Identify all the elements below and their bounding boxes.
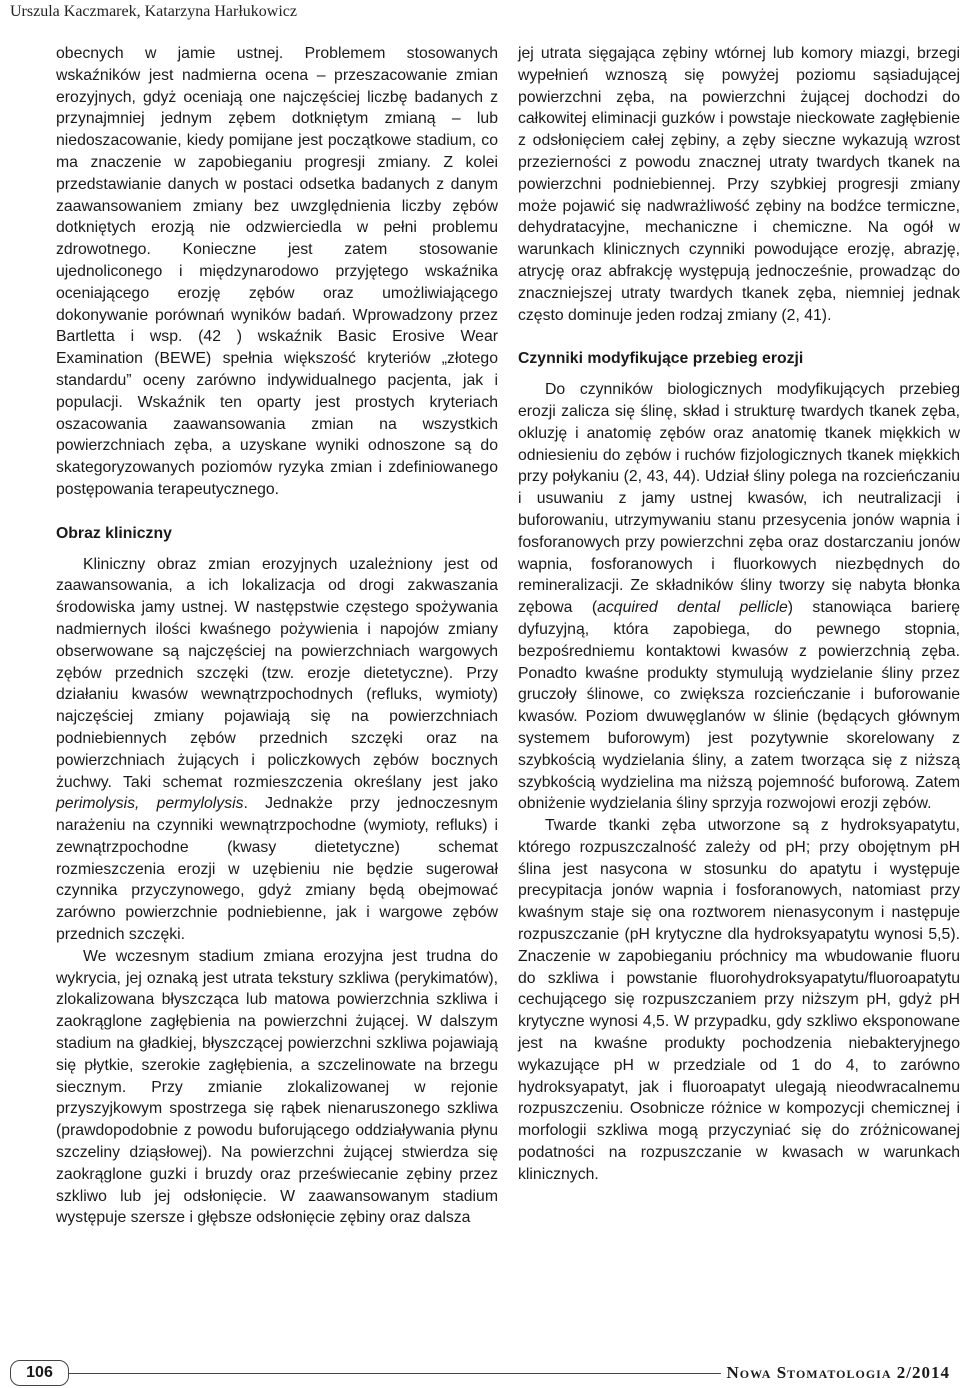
paragraph: Twarde tkanki zęba utworzone są z hydroksyapatytu, którego rozpuszczalność zależy od pH; przy obojętnym pH ślina jest nasycona w stosunku do apatytu i występuje precypitacja jonów wapnia i fosforanowych, natomiast przy kwaśnym staje się ona roztworem nienasyconym i następuje rozpuszczanie (pH krytyczne dla hydroksyapatytu wynosi 5,5). Znaczenie w zapobieganiu próchnicy ma wbudowanie fluoru do szkliwa i powstanie fluorohydroksyapatytu/fluoroapatytu cechującego się rozpuszczaniem przy niższym pH, gdyż pH krytyczne wynosi 4,5. W przypadku, gdy szkliwo eksponowane jest na kwaśne produkty pochodzenia niebakteryjnego wykazujące pH w przedziale od 1 do 4, to zarówno hydroksyapatyt, jak i fluoroapatyt ulegają nieodwracalnemu rozpuszczeniu. Osobnicze różnice w kompozycji chemicznej i morfologii szkliwa mogą przyczyniać się do zróżnicowanej podatności na rozpuszczanie w kwasach w warunkach klinicznych. [518, 817, 960, 1183]
section-heading-modifying-factors: Czynniki modyfikujące przebieg erozji [518, 350, 804, 368]
right-column [518, 43, 960, 1186]
paragraph: jej utrata sięgająca zębiny wtórnej lub komory miazgi, brzegi wypełnień wznoszą się powyżej poziomu sąsiadującej powierzchni zęba, na powierzchni żującej dochodzi do całkowitej eliminacji guzków i powstaje nieckowate zagłębienie z odsłonięciem całej zębiny, a zęby sieczne wykazują wzrost przezierności z powodu znacznej utraty twardych tkanek na powierzchni podniebiennej. Przy szybkiej progresji zmiany może pojawić się nadwrażliwość zębiny na bodźce termiczne, dehydratacyjne, mechaniczne i chemiczne. Na ogół w warunkach klinicznych czynniki powodujące erozję, abrazję, atrycję oraz abfrakcję występują jednocześnie, prowadząc do znaczniejszej utraty twardych tkanek zęba, niemniej jednak często dominuje jeden rodzaj zmiany (2, 41). [518, 45, 960, 324]
paragraph: Do czynników biologicznych modyfikujących przebieg erozji zalicza się ślinę, skład i strukturę twardych tkanek zęba, okluzję i anatomię zębów oraz anatomię tkanek miękkich w odniesieniu do zębów i ruchów fizjologicznych tkanek miękkich przy połykaniu (2, 43, 44). Udział śliny polega na rozcieńczaniu i usuwaniu z jamy ustnej kwasów, ich neutralizacji i buforowaniu, utrzymywaniu stanu przesycenia jonów wapnia i fosforanowych przy powierzchni zęba oraz dostarczaniu jonów wapnia, fosforanowych i fluorkowych niezbędnych do remineralizacji. Ze składników śliny tworzy się nabyta błonka zębowa (acquired dental pellicle) stanowiąca barierę dyfuzyjną, która zapobiega, do pewnego stopnia, bezpośredniemu kontaktowi kwasów z powierzchnią zęba. Ponadto kwaśne produkty stymulują wydzielanie śliny przez gruczoły ślinowe, co zwiększa rozcieńczanie i buforowanie kwasów. Poziom dwuwęglanów w ślinie (będących głównym systemem buforowym) jest pozytywnie skorelowany z szybkością wydzielania śliny, a zatem tworząca się z niższą szybkością wydzielina ma niższą pojemność buforową. Zatem obniżenie wydzielania śliny sprzyja rozwojowi erozji zębów. [518, 381, 960, 813]
journal-name: Nowa Stomatologia 2/2014 [721, 1361, 950, 1385]
page-number: 106 [10, 1360, 69, 1386]
left-column [56, 43, 498, 1229]
paragraph: Kliniczny obraz zmian erozyjnych uzależniony jest od zaawansowania, a ich lokalizacja od drogi zakwaszania środowiska jamy ustnej. W następstwie częstego spożywania nadmiernych ilości kwaśnego pożywienia i napojów zmiany obserwowane są najczęściej na powierzchniach wargowych zębów przednich szczęki (tzw. erozje dietetyczne). Przy działaniu kwasów wewnątrzpochodnych (refluks, wymioty) najczęściej zmiany pojawiają się na powierzchniach podniebiennych zębów przednich szczęki oraz na powierzchniach żujących i policzkowych zębów bocznych żuchwy. Taki schemat rozmieszczenia określany jest jako perimolysis, permylolysis. Jednakże przy jednoczesnym narażeniu na czynniki wewnątrzpochodne (wymioty, refluks) i zewnątrzpochodne (kwasy dietetyczne) schemat rozmieszczenia erozji w uzębieniu nie będzie sugerował czynnika przyczynowego, gdyż zmiany będą obejmować zarówno powierzchnie podniebienne, jak i wargowe zębów przednich szczęki. [56, 555, 498, 944]
paragraph: obecnych w jamie ustnej. Problemem stosowanych wskaźników jest nadmierna ocena – przeszacowanie zmian erozyjnych, gdyż oceniają one najczęściej liczbę badanych z przynajmniej jednym zębem dotkniętym zmianą – lub niedoszacowanie, kiedy pomijane jest początkowe stadium, co ma znaczenie w zapobieganiu progresji zmiany. Z kolei przedstawianie danych w postaci odsetka badanych z danym zaawansowaniem zmiany bez uwzględnienia liczby zębów dotkniętych erozją nie odzwierciedla w pełni problemu zdrowotnego. Konieczne jest zatem stosowanie ujednoliconego i międzynarodowo przyjętego wskaźnika oceniającego erozję zębów oraz umożliwiającego dokonywanie porównań wyników badań. Wprowadzony przez Bartletta i wsp. (42 ) wskaźnik Basic Erosive Wear Examination (BEWE) spełnia większość kryteriów „złotego standardu” oceny zarówno indywidualnego pacjenta, jak i populacji. Wskaźnik ten oparty jest prostych kryteriach oszacowania zaawansowania zmian na wszystkich powierzchniach zęba, a uzyskane wyniki odnoszone są do skategoryzowanych poziomów ryzyka zmian i zdefiniowanego postępowania terapeutycznego. [56, 45, 498, 498]
section-heading-clinical-picture: Obraz kliniczny [56, 524, 172, 542]
paragraph: We wczesnym stadium zmiana erozyjna jest trudna do wykrycia, jej oznaką jest utrata tekstury szkliwa (perykimatów), zlokalizowana błyszcząca lub matowa powierzchnia szkliwa i zaokrąglone zagłębienia na powierzchni żującej. W dalszym stadium na gładkiej, błyszczącej powierzchni szkliwa pojawiają się płytkie, szerokie zagłębienia, a szczelinowate na brzegu siecznym. Przy zmianie zlokalizowanej w rejonie przyszyjkowym spostrzega się rąbek nienaruszonego szkliwa (prawdopodobnie z powodu buforującego oddziaływania płynu szczeliny dziąsłowej). Na powierzchni żującej stwierdza się zaokrąglone guzki i bruzdy oraz przeświecanie zębiny przez szkliwo lub jej odsłonięcie. W zaawansowanym stadium występuje szersze i głębsze odsłonięcie zębiny oraz dalsza [56, 947, 498, 1227]
running-head-authors: Urszula Kaczmarek, Katarzyna Harłukowicz [10, 3, 297, 20]
